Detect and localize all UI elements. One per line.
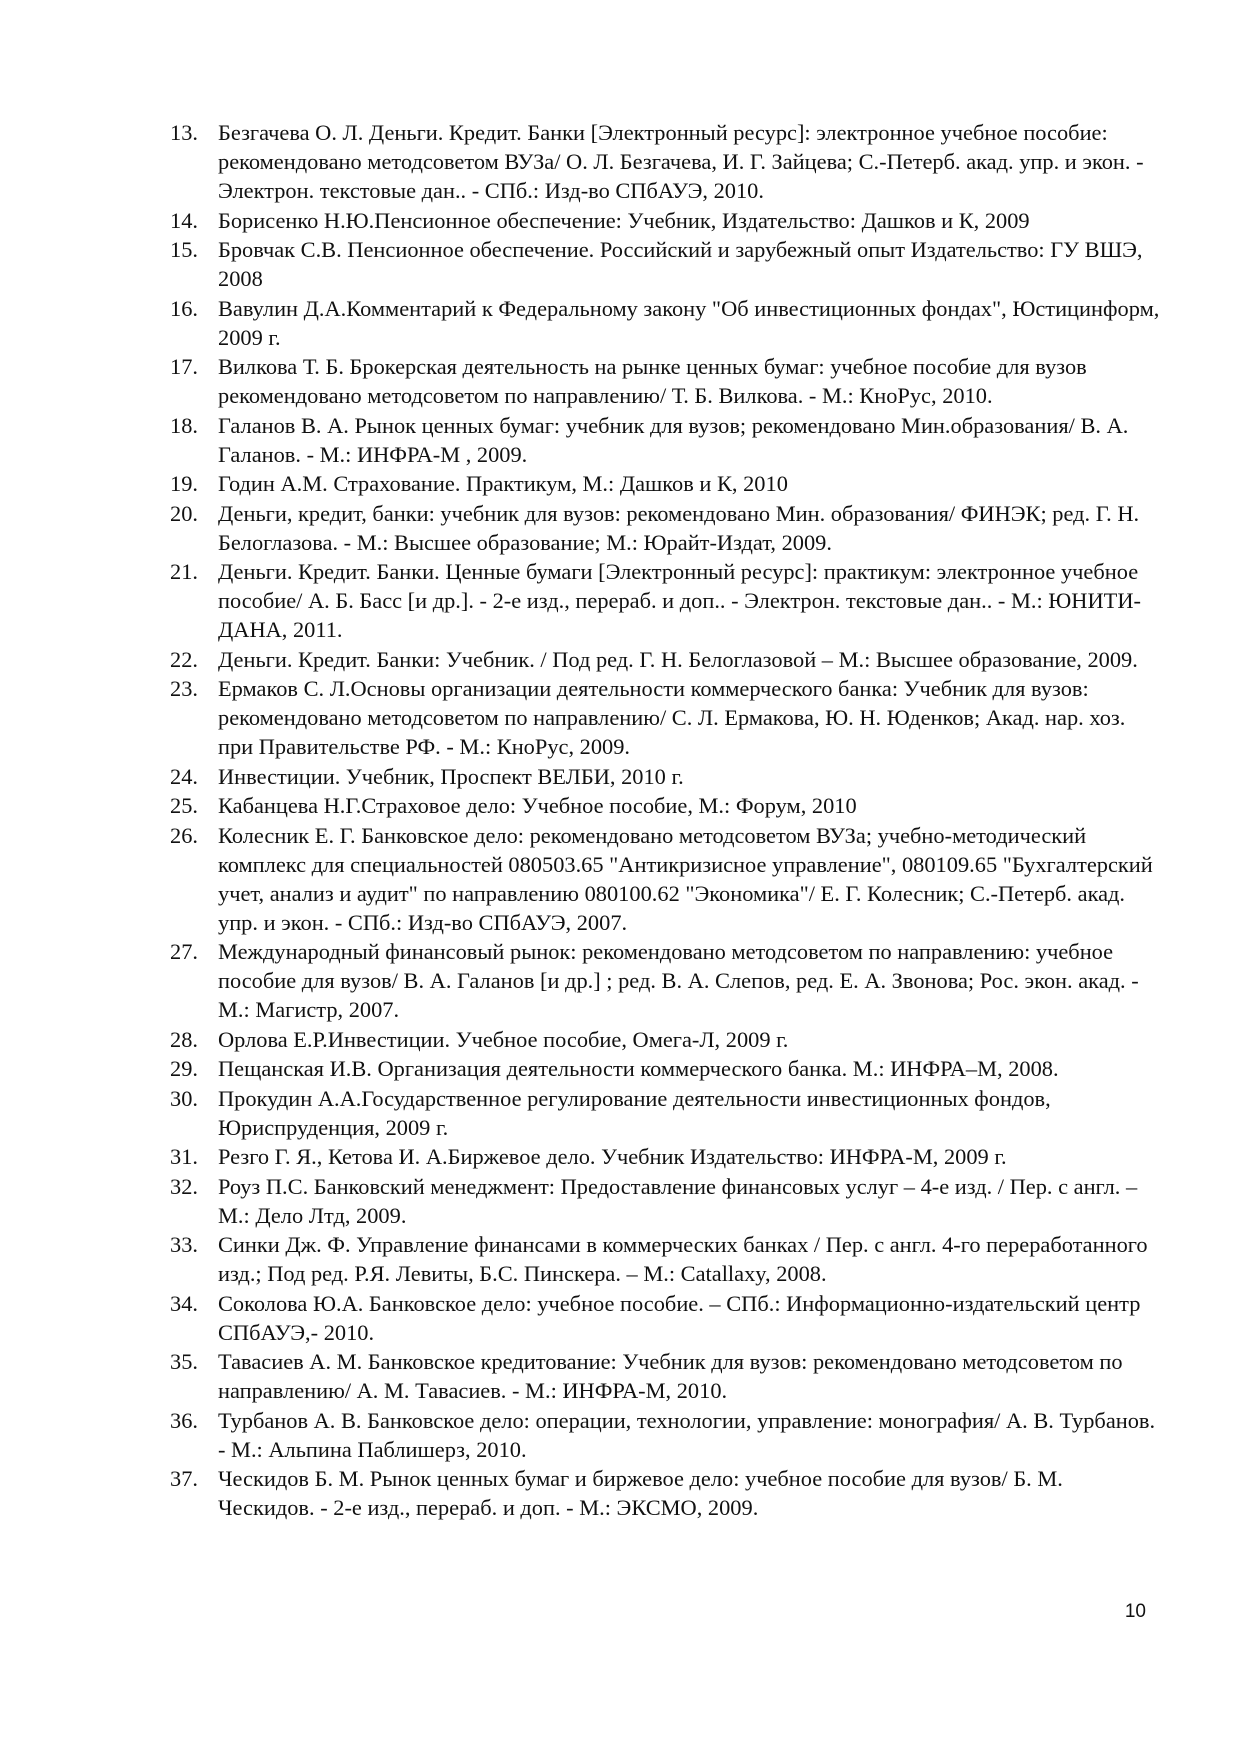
bibliography-list [170,118,1160,1523]
bibliography-item [170,294,1160,352]
bibliography-item-number: 37. [170,1466,198,1491]
bibliography-item [170,1084,1160,1142]
bibliography-item [170,1230,1160,1288]
bibliography-item-number: 22. [170,646,198,672]
bibliography-item-text: Вавулин Д.А.Комментарий к Федеральному закону "Об инвестиционных фондах", Юстицинформ, 2009 г. [218,295,1160,350]
bibliography-item-number: 17. [170,354,198,379]
bibliography-item [170,1289,1160,1347]
bibliography-item [170,1054,1160,1083]
bibliography-item [170,1464,1160,1522]
bibliography-item-number: 29. [170,1056,198,1081]
bibliography-item-text: Вилкова Т. Б. Брокерская деятельность на рынке ценных бумаг: учебное пособие для вузов рекомендовано методсоветом по направлению/ Т. Б. Вилкова. - М.: КноРус, 2010. [218,354,1087,408]
bibliography-item [170,821,1160,937]
bibliography-item-text: Турбанов А. В. Банковское дело: операции, технологии, управление: монография/ А. В. Турбанов. - М.: Альпина Паблишерз, 2010. [218,1407,1156,1462]
bibliography-item-number: 27. [170,939,198,964]
bibliography-item [170,645,1160,674]
bibliography-item-text: Инвестиции. Учебник, Проспект ВЕЛБИ, 2010 г. [218,763,684,789]
bibliography-item-text: Галанов В. А. Рынок ценных бумаг: учебник для вузов; рекомендовано Мин.образования/ В. А. Галанов. - М.: ИНФРА-М , 2009. [218,412,1129,467]
bibliography-item-number: 28. [170,1026,198,1052]
bibliography-item-number: 32. [170,1173,198,1199]
bibliography-item-number: 31. [170,1144,198,1169]
bibliography-item [170,1406,1160,1464]
bibliography-item [170,411,1160,469]
bibliography-item-text: Кабанцева Н.Г.Страховое дело: Учебное пособие, М.: Форум, 2010 [218,793,857,818]
bibliography-item-text: Роуз П.С. Банковский менеджмент: Предоставление финансовых услуг – 4-е изд. / Пер. с англ. – М.: Дело Лтд, 2009. [218,1173,1138,1228]
bibliography-item-text: Бровчак С.В. Пенсионное обеспечение. Российский и зарубежный опыт Издательство: ГУ ВШЭ, 2008 [218,237,1143,291]
bibliography-item-number: 16. [170,295,198,321]
bibliography-item-text: Синки Дж. Ф. Управление финансами в коммерческих банках / Пер. с англ. 4-го переработанного изд.; Под ред. Р.Я. Левиты, Б.С. Пинскера. – М.: Catallaxy, 2008. [218,1232,1148,1286]
bibliography-item-number: 35. [170,1349,198,1374]
bibliography-item-number: 13. [170,120,198,145]
bibliography-item-text: Ческидов Б. М. Рынок ценных бумаг и биржевое дело: учебное пособие для вузов/ Б. М. Ческидов. - 2-е изд., перераб. и доп. - М.: ЭКСМО, 2009. [218,1466,1063,1520]
bibliography-item [170,235,1160,293]
bibliography-item [170,674,1160,761]
bibliography-item-number: 14. [170,207,198,233]
bibliography-item-number: 34. [170,1290,198,1316]
bibliography-item-text: Международный финансовый рынок: рекомендовано методсоветом по направлению: учебное пособие для вузов/ В. А. Галанов [и др.] ; ред. В. А. Слепов, ред. Е. А. Звонова; Рос. экон. акад. - М.: Магистр, 2007. [218,939,1139,1022]
bibliography-item-number: 15. [170,237,198,262]
bibliography-item-number: 23. [170,676,198,701]
bibliography-item [170,791,1160,820]
bibliography-item-text: Деньги. Кредит. Банки: Учебник. / Под ред. Г. Н. Белоглазовой – М.: Высшее образование, 2009. [218,646,1138,672]
bibliography-item-text: Пещанская И.В. Организация деятельности коммерческого банка. М.: ИНФРА–М, 2008. [218,1056,1059,1081]
bibliography-item [170,1172,1160,1230]
bibliography-item [170,762,1160,791]
bibliography-item-text: Безгачева О. Л. Деньги. Кредит. Банки [Электронный ресурс]: электронное учебное пособие: рекомендовано методсоветом ВУЗа/ О. Л. Безгачева, И. Г. Зайцева; С.-Петерб. акад. упр. и экон. - Электрон. текстовые дан.. - СПб.: Изд-во СПбАУЭ, 2010. [218,120,1144,203]
bibliography-item [170,118,1160,205]
bibliography-item-number: 18. [170,412,198,438]
bibliography-item-text: Борисенко Н.Ю.Пенсионное обеспечение: Учебник, Издательство: Дашков и К, 2009 [218,207,1030,233]
bibliography-item-number: 24. [170,763,198,789]
bibliography-item [170,469,1160,498]
bibliography-item-number: 25. [170,793,198,818]
bibliography-item-text: Резго Г. Я., Кетова И. А.Биржевое дело. Учебник Издательство: ИНФРА-М, 2009 г. [218,1144,1007,1169]
bibliography-item [170,1347,1160,1405]
bibliography-item-text: Ермаков С. Л.Основы организации деятельности коммерческого банка: Учебник для вузов: рекомендовано методсоветом по направлению/ С. Л. Ермакова, Ю. Н. Юденков; Акад. нар. хоз. при Правительстве РФ. - М.: КноРус, 2009. [218,676,1126,759]
bibliography-item-number: 21. [170,559,198,584]
bibliography-item-number: 33. [170,1232,198,1257]
bibliography-item-number: 19. [170,471,198,496]
bibliography-item-text: Соколова Ю.А. Банковское дело: учебное пособие. – СПб.: Информационно-издательский центр СПбАУЭ,- 2010. [218,1290,1141,1345]
bibliography-item [170,499,1160,557]
bibliography-item-text: Тавасиев А. М. Банковское кредитование: Учебник для вузов: рекомендовано методсоветом по направлению/ А. М. Тавасиев. - М.: ИНФРА-М, 2010. [218,1349,1123,1403]
page-number: 10 [1124,1601,1146,1622]
bibliography-item-text: Деньги, кредит, банки: учебник для вузов: рекомендовано Мин. образования/ ФИНЭК; ред. Г. Н. Белоглазова. - М.: Высшее образование; М.: Юрайт-Издат, 2009. [218,500,1140,555]
bibliography-item-number: 26. [170,822,198,848]
bibliography-item [170,206,1160,235]
bibliography-item [170,1025,1160,1054]
bibliography-item-text: Орлова Е.Р.Инвестиции. Учебное пособие, Омега-Л, 2009 г. [218,1026,789,1052]
bibliography-item [170,1142,1160,1171]
bibliography-item-number: 36. [170,1407,198,1433]
bibliography-item-text: Колесник Е. Г. Банковское дело: рекомендовано методсоветом ВУЗа; учебно-методический комплекс для специальностей 080503.65 "Антикризисное управление", 080109.65 "Бухгалтерский учет, анализ и аудит" по направлению 080100.62 "Экономика"/ Е. Г. Колесник; С.-Петерб. акад. упр. и экон. - СПб.: Изд-во СПбАУЭ, 2007. [218,822,1153,935]
bibliography-item [170,937,1160,1024]
bibliography-item-text: Прокудин А.А.Государственное регулирование деятельности инвестиционных фондов, Юриспруденция, 2009 г. [218,1085,1051,1140]
bibliography-item-text: Деньги. Кредит. Банки. Ценные бумаги [Электронный ресурс]: практикум: электронное учебное пособие/ А. Б. Басс [и др.]. - 2-е изд., перераб. и доп.. - Электрон. текстовые дан.. - М.: ЮНИТИ-ДАНА, 2011. [218,559,1141,642]
bibliography-item-number: 30. [170,1085,198,1111]
bibliography-item [170,352,1160,410]
bibliography-item [170,557,1160,644]
bibliography-item-number: 20. [170,500,198,526]
bibliography-item-text: Годин А.М. Страхование. Практикум, М.: Дашков и К, 2010 [218,471,788,496]
